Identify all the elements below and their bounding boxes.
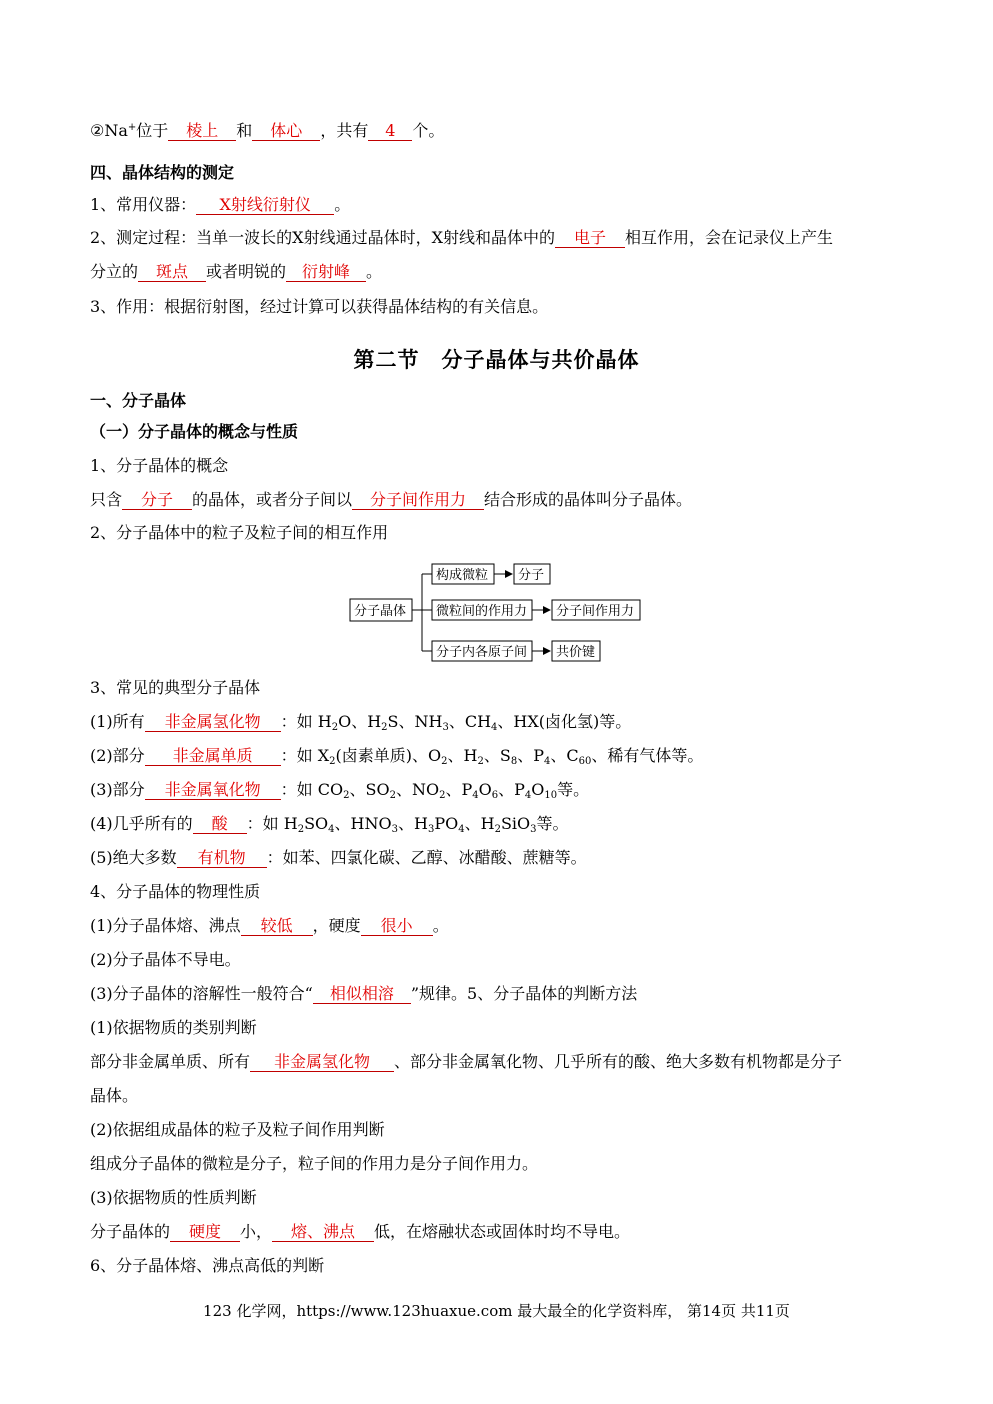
- line-process: 2、测定过程：当单一波长的X射线通过晶体时，X射线和晶体中的 电子 相互作用，会在记录仪上产生: [90, 228, 833, 247]
- line-judge-1: (1)依据物质的类别判断: [90, 1018, 257, 1037]
- particle-interaction-diagram: [340, 556, 650, 666]
- line-property-1: (1)分子晶体熔、沸点 较低 ，硬度 很小 。: [90, 916, 449, 935]
- answer-blank: 硬度: [170, 1223, 240, 1242]
- diagram-node-2: 微粒间的作用力: [436, 604, 528, 619]
- line-effect: 3、作用：根据衍射图，经过计算可以获得晶体结构的有关信息。: [90, 297, 549, 316]
- line-judge-2: (2)依据组成晶体的粒子及粒子间作用判断: [90, 1120, 385, 1139]
- answer-blank: 非金属氧化物: [145, 781, 281, 800]
- line-judge-2-body: 组成分子晶体的微粒是分子，粒子间的作用力是分子间作用力。: [90, 1154, 539, 1173]
- line-judge-1-cont: 晶体。: [90, 1086, 139, 1105]
- diagram-node-3: 分子内各原子间: [436, 645, 528, 660]
- answer-blank: 电子: [555, 229, 625, 248]
- line-melting-judge-title: 6、分子晶体熔、沸点高低的判断: [90, 1256, 325, 1275]
- line-typical-3: (3)部分 非金属氧化物 ：如 $CO_2$、$SO_2$、$NO_2$、$P_4O_6$、$P_4O_{10}$等。: [90, 780, 590, 801]
- answer-blank: 相似相溶: [313, 985, 411, 1004]
- answer-blank: 非金属单质: [145, 747, 281, 766]
- answer-blank: 熔、沸点: [272, 1223, 374, 1242]
- answer-blank: 非金属氢化物: [145, 713, 281, 732]
- answer-blank: 酸: [193, 815, 247, 834]
- diagram-node-1: 构成微粒: [436, 568, 489, 583]
- subheading-concept-property: （一）分子晶体的概念与性质: [90, 422, 299, 441]
- answer-blank: X射线衍射仪: [196, 196, 334, 215]
- diagram-result-2: 分子间作用力: [556, 604, 635, 619]
- answer-blank: 棱上: [168, 122, 236, 141]
- line-instrument: 1、常用仪器： X射线衍射仪 。: [90, 195, 351, 214]
- answer-blank: 较低: [241, 917, 313, 936]
- section-title: 第二节 分子晶体与共价晶体: [353, 347, 640, 372]
- line-concept-title: 1、分子晶体的概念: [90, 456, 229, 475]
- answer-blank: 斑点: [138, 263, 206, 282]
- line-concept: 只含 分子 的晶体，或者分子间以 分子间作用力 结合形成的晶体叫分子晶体。: [90, 490, 693, 509]
- answer-blank: 体心: [252, 122, 320, 141]
- diagram-root: 分子晶体: [354, 604, 407, 619]
- diagram-result-3: 共价键: [556, 645, 596, 660]
- line-property-2: (2)分子晶体不导电。: [90, 950, 241, 969]
- line-typical-2: (2)部分 非金属单质 ：如 $X_2$(卤素单质)、$O_2$、$H_2$、$S_8$、$P_4$、$C_{60}$、稀有气体等。: [90, 746, 704, 767]
- line-judge-3: (3)依据物质的性质判断: [90, 1188, 257, 1207]
- line-judge-1-body: 部分非金属单质、所有 非金属氢化物 、部分非金属氧化物、几乎所有的酸、绝大多数有机物都是分子: [90, 1052, 843, 1071]
- heading-molecular-crystal: 一、分子晶体: [90, 391, 187, 410]
- answer-blank: 衍射峰: [286, 263, 366, 282]
- answer-blank: 很小: [361, 917, 433, 936]
- line-process-cont: 分立的 斑点 或者明锐的 衍射峰 。: [90, 262, 383, 281]
- line-typical-title: 3、常见的典型分子晶体: [90, 678, 261, 697]
- answer-blank: 分子: [122, 491, 192, 510]
- line-na-position: ②Na+位于 棱上 和 体心 ，共有 4 个。: [90, 121, 445, 140]
- diagram-result-1: 分子: [518, 568, 545, 583]
- answer-blank: 非金属氢化物: [250, 1053, 394, 1072]
- answer-blank: 有机物: [177, 849, 267, 868]
- line-typical-4: (4)几乎所有的 酸 ：如 $H_2SO_4$、$HNO_3$、$H_3PO_4$、$H_2SiO_3$等。: [90, 814, 569, 835]
- line-judge-3-body: 分子晶体的 硬度 小， 熔、沸点 低，在熔融状态或固体时均不导电。: [90, 1222, 631, 1241]
- answer-blank: 4: [368, 122, 412, 141]
- line-particles-title: 2、分子晶体中的粒子及粒子间的相互作用: [90, 523, 389, 542]
- line-typical-5: (5)绝大多数 有机物 ：如苯、四氯化碳、乙醇、冰醋酸、蔗糖等。: [90, 848, 587, 867]
- line-property-3: (3)分子晶体的溶解性一般符合“ 相似相溶 ”规律。5、分子晶体的判断方法: [90, 984, 638, 1003]
- page-footer: 123 化学网，https://www.123huaxue.com 最大最全的化学资料库， 第14页 共11页: [203, 1302, 790, 1320]
- line-typical-1: (1)所有 非金属氢化物 ：如 $H_2O$、$H_2S$、$NH_3$、$CH_4$、HX(卤化氢)等。: [90, 712, 632, 733]
- line-properties-title: 4、分子晶体的物理性质: [90, 882, 261, 901]
- answer-blank: 分子间作用力: [352, 491, 484, 510]
- heading-crystal-measurement: 四、晶体结构的测定: [90, 163, 235, 182]
